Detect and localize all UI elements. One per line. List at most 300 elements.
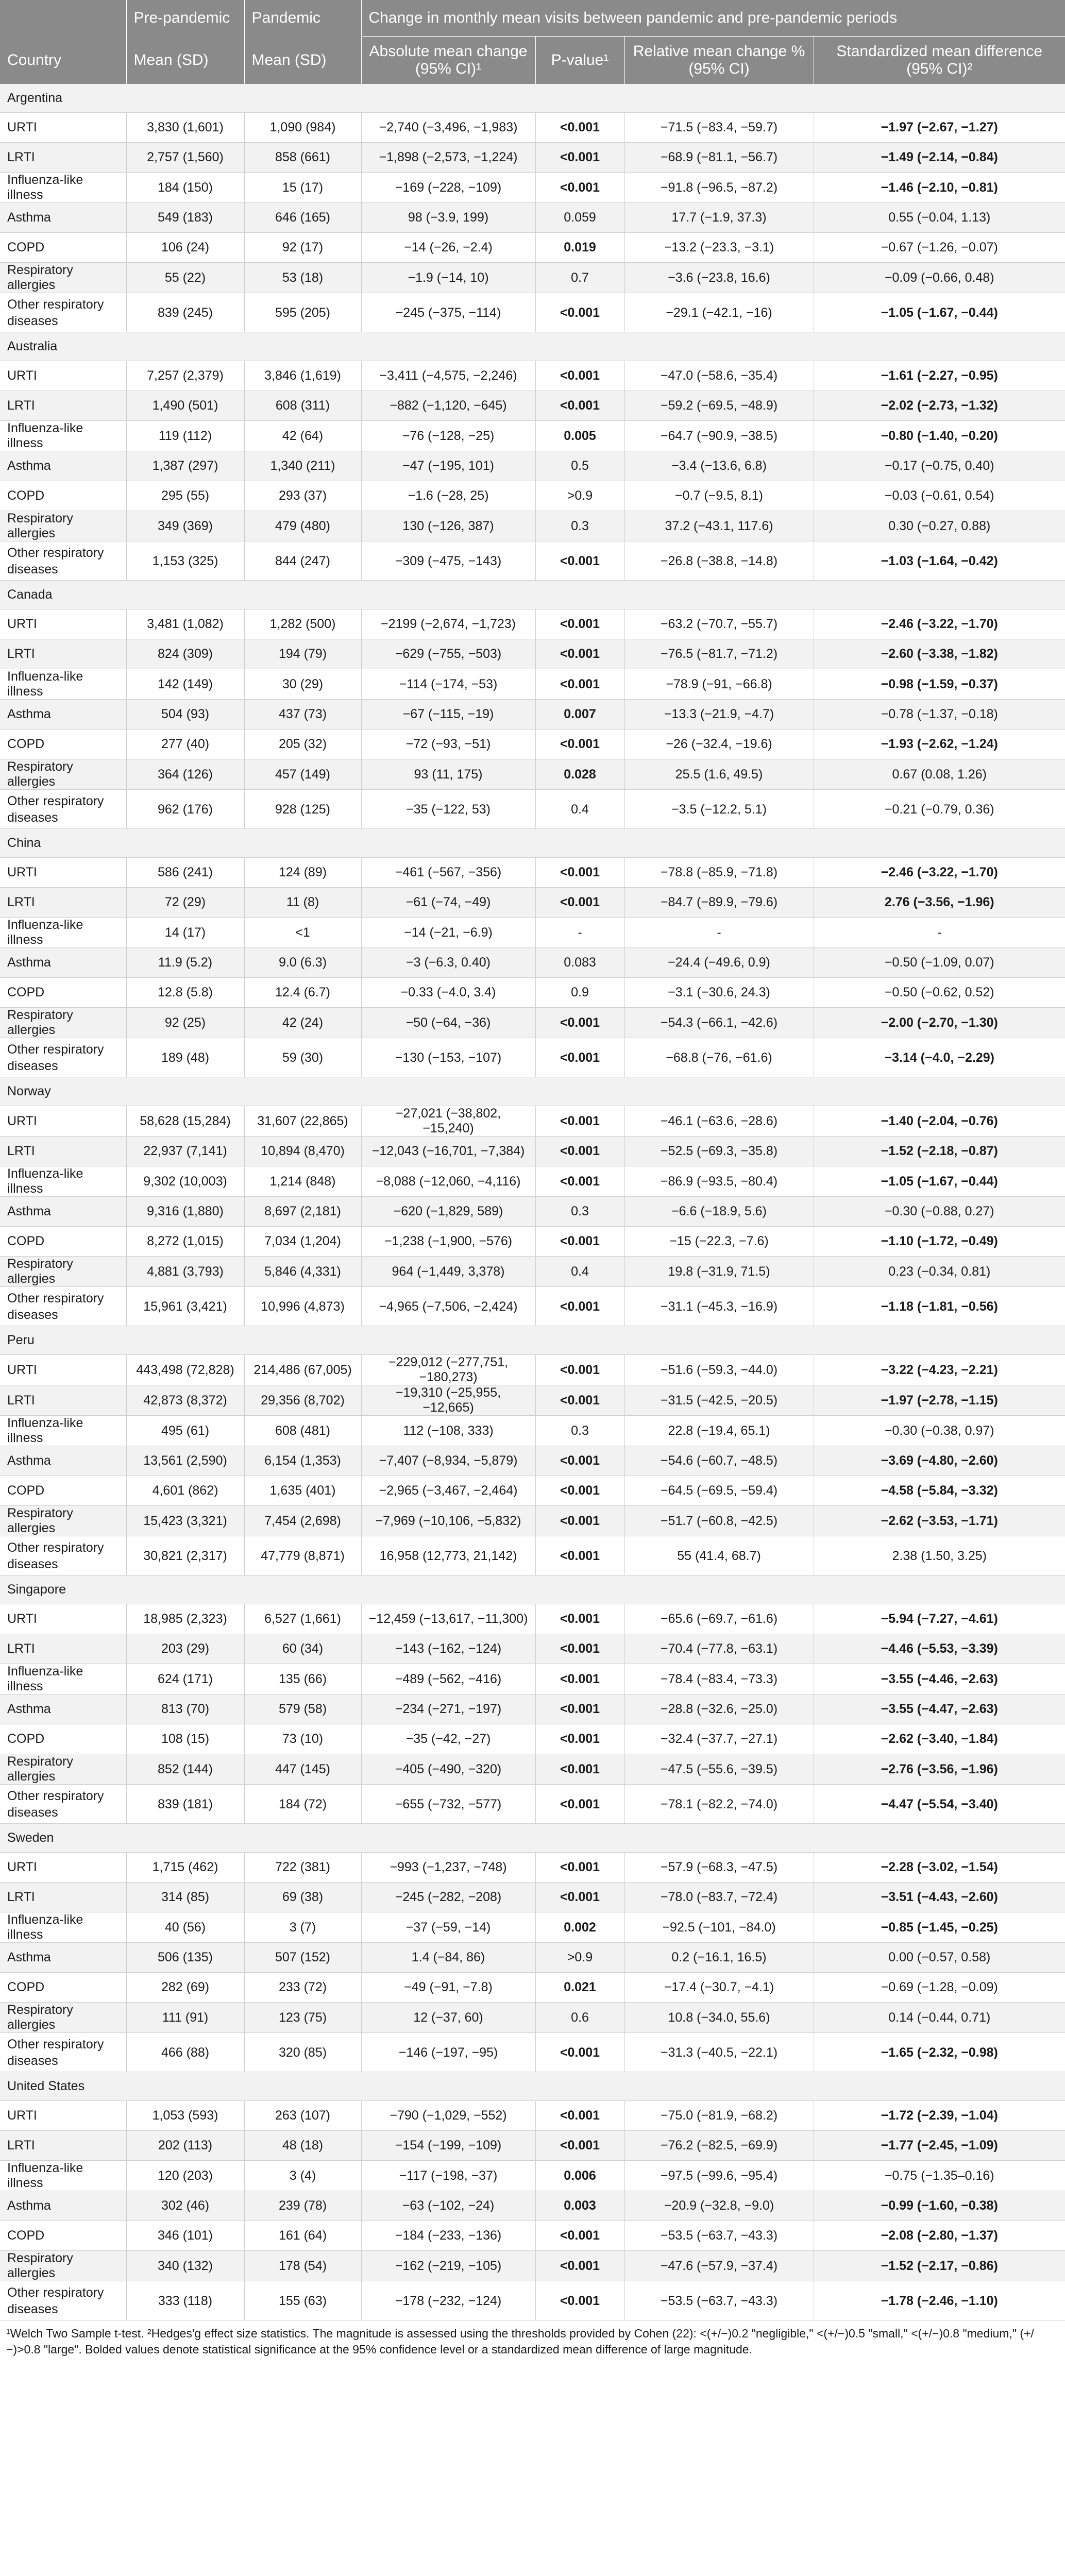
pre-pandemic-mean: 7,257 (2,379) <box>126 361 244 391</box>
table-row <box>0 1883 1065 1912</box>
table-row <box>0 143 1065 173</box>
absolute-change: −35 (−42, −27) <box>361 1724 535 1754</box>
relative-change: 10.8 (−34.0, 55.6) <box>624 2003 814 2033</box>
relative-change: −64.7 (−90.9, −38.5) <box>624 421 814 451</box>
pandemic-mean: 10,894 (8,470) <box>244 1137 361 1166</box>
table-row <box>0 1785 1065 1824</box>
absolute-change: −234 (−271, −197) <box>361 1694 535 1724</box>
p-value: <0.001 <box>535 1106 624 1137</box>
pre-pandemic-mean: 203 (29) <box>126 1634 244 1664</box>
condition-label: Asthma <box>0 1197 126 1227</box>
absolute-change: −7,407 (−8,934, −5,879) <box>361 1446 535 1476</box>
relative-change: 55 (41.4, 68.7) <box>624 1536 814 1575</box>
pre-pandemic-mean: 1,715 (462) <box>126 1853 244 1883</box>
pandemic-mean: 155 (63) <box>244 2281 361 2320</box>
absolute-change: −0.33 (−4.0, 3.4) <box>361 978 535 1008</box>
p-value: <0.001 <box>535 1536 624 1575</box>
country-name: Norway <box>0 1077 1065 1106</box>
pandemic-mean: 3 (4) <box>244 2161 361 2191</box>
p-value: 0.006 <box>535 2161 624 2191</box>
standardized-mean-difference: −0.67 (−1.26, −0.07) <box>814 233 1065 263</box>
condition-label: Asthma <box>0 2191 126 2221</box>
relative-change: −97.5 (−99.6, −95.4) <box>624 2161 814 2191</box>
p-value: <0.001 <box>535 888 624 918</box>
standardized-mean-difference: −1.97 (−2.67, −1.27) <box>814 113 1065 143</box>
pandemic-mean: 646 (165) <box>244 203 361 233</box>
pandemic-mean: 320 (85) <box>244 2033 361 2072</box>
p-value: <0.001 <box>535 1287 624 1326</box>
condition-label: Other respiratory diseases <box>0 1038 126 1077</box>
pre-pandemic-mean: 277 (40) <box>126 730 244 759</box>
pandemic-mean: 3 (7) <box>244 1912 361 1943</box>
standardized-mean-difference: −0.80 (−1.40, −0.20) <box>814 421 1065 451</box>
standardized-mean-difference: −2.60 (−3.38, −1.82) <box>814 639 1065 669</box>
absolute-change: −405 (−490, −320) <box>361 1754 535 1785</box>
pandemic-mean: 11 (8) <box>244 888 361 918</box>
absolute-change: −146 (−197, −95) <box>361 2033 535 2072</box>
standardized-mean-difference: −2.46 (−3.22, −1.70) <box>814 858 1065 888</box>
country-name: Peru <box>0 1326 1065 1355</box>
relative-change: −26.8 (−38.8, −14.8) <box>624 541 814 581</box>
pandemic-mean: 5,846 (4,331) <box>244 1257 361 1287</box>
condition-label: Influenza-like illness <box>0 1416 126 1446</box>
pre-pandemic-mean: 18,985 (2,323) <box>126 1604 244 1634</box>
relative-change: −76.5 (−81.7, −71.2) <box>624 639 814 669</box>
p-value: <0.001 <box>535 361 624 391</box>
relative-change: −54.3 (−66.1, −42.6) <box>624 1008 814 1038</box>
condition-label: Influenza-like illness <box>0 918 126 948</box>
relative-change: −13.2 (−23.3, −3.1) <box>624 233 814 263</box>
pre-pandemic-mean: 9,316 (1,880) <box>126 1197 244 1227</box>
p-value: <0.001 <box>535 1506 624 1536</box>
p-value: <0.001 <box>535 293 624 332</box>
standardized-mean-difference: 0.23 (−0.34, 0.81) <box>814 1257 1065 1287</box>
pre-pandemic-mean: 506 (135) <box>126 1943 244 1973</box>
pandemic-mean: 123 (75) <box>244 2003 361 2033</box>
table-row <box>0 1724 1065 1754</box>
p-value: <0.001 <box>535 1227 624 1257</box>
pandemic-mean: 92 (17) <box>244 233 361 263</box>
condition-label: Influenza-like illness <box>0 1912 126 1943</box>
absolute-change: −14 (−21, −6.9) <box>361 918 535 948</box>
relative-change: −78.4 (−83.4, −73.3) <box>624 1664 814 1694</box>
condition-label: Other respiratory diseases <box>0 1536 126 1575</box>
country-row <box>0 581 1065 609</box>
absolute-change: −3 (−6.3, 0.40) <box>361 948 535 978</box>
absolute-change: −1.9 (−14, 10) <box>361 263 535 293</box>
header-smd: Standardized mean difference (95% CI)² <box>814 37 1065 84</box>
table-row <box>0 421 1065 451</box>
condition-label: LRTI <box>0 391 126 421</box>
condition-label: Respiratory allergies <box>0 1754 126 1785</box>
relative-change: −86.9 (−93.5, −80.4) <box>624 1166 814 1197</box>
standardized-mean-difference: −0.03 (−0.61, 0.54) <box>814 481 1065 511</box>
standardized-mean-difference: 2.38 (1.50, 3.25) <box>814 1536 1065 1575</box>
condition-label: Asthma <box>0 451 126 481</box>
p-value: >0.9 <box>535 481 624 511</box>
pandemic-mean: 293 (37) <box>244 481 361 511</box>
table-row <box>0 978 1065 1008</box>
header-pre-pandemic: Pre-pandemic <box>126 0 244 37</box>
pandemic-mean: 29,356 (8,702) <box>244 1385 361 1416</box>
p-value: <0.001 <box>535 1883 624 1912</box>
table-row <box>0 1973 1065 2003</box>
pre-pandemic-mean: 111 (91) <box>126 2003 244 2033</box>
standardized-mean-difference: −1.05 (−1.67, −0.44) <box>814 293 1065 332</box>
p-value: 0.3 <box>535 1197 624 1227</box>
relative-change: −76.2 (−82.5, −69.9) <box>624 2131 814 2161</box>
pandemic-mean: 30 (29) <box>244 669 361 700</box>
pre-pandemic-mean: 15,423 (3,321) <box>126 1506 244 1536</box>
standardized-mean-difference: −3.55 (−4.47, −2.63) <box>814 1694 1065 1724</box>
p-value: 0.5 <box>535 451 624 481</box>
condition-label: Asthma <box>0 948 126 978</box>
standardized-mean-difference: −0.30 (−0.38, 0.97) <box>814 1416 1065 1446</box>
pandemic-mean: 595 (205) <box>244 293 361 332</box>
table-row <box>0 1287 1065 1326</box>
p-value: 0.028 <box>535 759 624 790</box>
relative-change: −75.0 (−81.9, −68.2) <box>624 2101 814 2131</box>
relative-change: −31.1 (−45.3, −16.9) <box>624 1287 814 1326</box>
pandemic-mean: 1,340 (211) <box>244 451 361 481</box>
condition-label: Respiratory allergies <box>0 1506 126 1536</box>
table-row <box>0 790 1065 829</box>
condition-label: LRTI <box>0 1385 126 1416</box>
pandemic-mean: 844 (247) <box>244 541 361 581</box>
table-row <box>0 1166 1065 1197</box>
standardized-mean-difference: −0.99 (−1.60, −0.38) <box>814 2191 1065 2221</box>
country-name: China <box>0 829 1065 858</box>
table-row <box>0 669 1065 700</box>
relative-change: −92.5 (−101, −84.0) <box>624 1912 814 1943</box>
p-value: 0.083 <box>535 948 624 978</box>
relative-change: −15 (−22.3, −7.6) <box>624 1227 814 1257</box>
standardized-mean-difference: −1.40 (−2.04, −0.76) <box>814 1106 1065 1137</box>
table-row <box>0 730 1065 759</box>
pandemic-mean: 124 (89) <box>244 858 361 888</box>
relative-change: −78.1 (−82.2, −74.0) <box>624 1785 814 1824</box>
condition-label: URTI <box>0 609 126 639</box>
standardized-mean-difference: −1.65 (−2.32, −0.98) <box>814 2033 1065 2072</box>
pandemic-mean: 31,607 (22,865) <box>244 1106 361 1137</box>
pre-pandemic-mean: 813 (70) <box>126 1694 244 1724</box>
p-value: <0.001 <box>535 1137 624 1166</box>
table-row <box>0 918 1065 948</box>
p-value: 0.6 <box>535 2003 624 2033</box>
table-row <box>0 1137 1065 1166</box>
relative-change: −91.8 (−96.5, −87.2) <box>624 173 814 203</box>
pandemic-mean: 3,846 (1,619) <box>244 361 361 391</box>
absolute-change: −993 (−1,237, −748) <box>361 1853 535 1883</box>
relative-change: - <box>624 918 814 948</box>
condition-label: Influenza-like illness <box>0 2161 126 2191</box>
pre-pandemic-mean: 346 (101) <box>126 2221 244 2251</box>
standardized-mean-difference: −2.28 (−3.02, −1.54) <box>814 1853 1065 1883</box>
table-row <box>0 1634 1065 1664</box>
standardized-mean-difference: −1.93 (−2.62, −1.24) <box>814 730 1065 759</box>
p-value: <0.001 <box>535 639 624 669</box>
condition-label: COPD <box>0 730 126 759</box>
standardized-mean-difference: 0.67 (0.08, 1.26) <box>814 759 1065 790</box>
pre-pandemic-mean: 202 (113) <box>126 2131 244 2161</box>
pre-pandemic-mean: 120 (203) <box>126 2161 244 2191</box>
pandemic-mean: 73 (10) <box>244 1724 361 1754</box>
relative-change: −47.6 (−57.9, −37.4) <box>624 2251 814 2281</box>
absolute-change: −229,012 (−277,751, −180,273) <box>361 1355 535 1385</box>
pandemic-mean: 233 (72) <box>244 1973 361 2003</box>
pre-pandemic-mean: 549 (183) <box>126 203 244 233</box>
p-value: <0.001 <box>535 1754 624 1785</box>
pandemic-mean: 1,635 (401) <box>244 1476 361 1506</box>
table-row <box>0 361 1065 391</box>
standardized-mean-difference: 2.76 (−3.56, −1.96) <box>814 888 1065 918</box>
condition-label: LRTI <box>0 1634 126 1664</box>
condition-label: Respiratory allergies <box>0 1008 126 1038</box>
pandemic-mean: 7,454 (2,698) <box>244 1506 361 1536</box>
absolute-change: −184 (−233, −136) <box>361 2221 535 2251</box>
table-row <box>0 1664 1065 1694</box>
condition-label: Respiratory allergies <box>0 2003 126 2033</box>
pandemic-mean: 1,214 (848) <box>244 1166 361 1197</box>
absolute-change: −19,310 (−25,955, −12,665) <box>361 1385 535 1416</box>
standardized-mean-difference: −1.49 (−2.14, −0.84) <box>814 143 1065 173</box>
pre-pandemic-mean: 824 (309) <box>126 639 244 669</box>
pandemic-mean: 10,996 (4,873) <box>244 1287 361 1326</box>
absolute-change: −35 (−122, 53) <box>361 790 535 829</box>
condition-label: Asthma <box>0 203 126 233</box>
condition-label: URTI <box>0 1853 126 1883</box>
absolute-change: −117 (−198, −37) <box>361 2161 535 2191</box>
table-row <box>0 1106 1065 1137</box>
condition-label: Respiratory allergies <box>0 759 126 790</box>
pandemic-mean: 608 (481) <box>244 1416 361 1446</box>
pandemic-mean: 42 (64) <box>244 421 361 451</box>
condition-label: URTI <box>0 113 126 143</box>
p-value: <0.001 <box>535 1166 624 1197</box>
relative-change: −68.9 (−81.1, −56.7) <box>624 143 814 173</box>
pre-pandemic-mean: 443,498 (72,828) <box>126 1355 244 1385</box>
condition-label: LRTI <box>0 639 126 669</box>
table-row <box>0 451 1065 481</box>
condition-label: COPD <box>0 1476 126 1506</box>
pandemic-mean: 858 (661) <box>244 143 361 173</box>
relative-change: −17.4 (−30.7, −4.1) <box>624 1973 814 2003</box>
table-row <box>0 1227 1065 1257</box>
standardized-mean-difference: −4.46 (−5.53, −3.39) <box>814 1634 1065 1664</box>
p-value: <0.001 <box>535 2251 624 2281</box>
p-value: <0.001 <box>535 113 624 143</box>
relative-change: −13.3 (−21.9, −4.7) <box>624 700 814 730</box>
p-value: 0.4 <box>535 1257 624 1287</box>
absolute-change: 130 (−126, 387) <box>361 511 535 541</box>
pandemic-mean: 457 (149) <box>244 759 361 790</box>
pre-pandemic-mean: 14 (17) <box>126 918 244 948</box>
table-row <box>0 2191 1065 2221</box>
relative-change: −20.9 (−32.8, −9.0) <box>624 2191 814 2221</box>
relative-change: −71.5 (−83.4, −59.7) <box>624 113 814 143</box>
condition-label: LRTI <box>0 2131 126 2161</box>
pre-pandemic-mean: 282 (69) <box>126 1973 244 2003</box>
p-value: <0.001 <box>535 609 624 639</box>
condition-label: Asthma <box>0 1694 126 1724</box>
pre-pandemic-mean: 30,821 (2,317) <box>126 1536 244 1575</box>
relative-change: −32.4 (−37.7, −27.1) <box>624 1724 814 1754</box>
pandemic-mean: 6,154 (1,353) <box>244 1446 361 1476</box>
p-value: <0.001 <box>535 1008 624 1038</box>
p-value: 0.059 <box>535 203 624 233</box>
relative-change: 17.7 (−1.9, 37.3) <box>624 203 814 233</box>
p-value: 0.7 <box>535 263 624 293</box>
absolute-change: −12,043 (−16,701, −7,384) <box>361 1137 535 1166</box>
country-row <box>0 1077 1065 1106</box>
absolute-change: −245 (−282, −208) <box>361 1883 535 1912</box>
p-value: <0.001 <box>535 1634 624 1664</box>
condition-label: COPD <box>0 2221 126 2251</box>
table-row <box>0 639 1065 669</box>
pre-pandemic-mean: 11.9 (5.2) <box>126 948 244 978</box>
condition-label: Other respiratory diseases <box>0 293 126 332</box>
absolute-change: −162 (−219, −105) <box>361 2251 535 2281</box>
pandemic-mean: 59 (30) <box>244 1038 361 1077</box>
table-row <box>0 541 1065 581</box>
table-row <box>0 1506 1065 1536</box>
p-value: 0.002 <box>535 1912 624 1943</box>
condition-label: Respiratory allergies <box>0 511 126 541</box>
condition-label: Other respiratory diseases <box>0 2033 126 2072</box>
table-row <box>0 2251 1065 2281</box>
header-pandemic: Pandemic <box>244 0 361 37</box>
pre-pandemic-mean: 3,830 (1,601) <box>126 113 244 143</box>
table-row <box>0 1416 1065 1446</box>
relative-change: −84.7 (−89.9, −79.6) <box>624 888 814 918</box>
absolute-change: −72 (−93, −51) <box>361 730 535 759</box>
pre-pandemic-mean: 349 (369) <box>126 511 244 541</box>
table-row <box>0 948 1065 978</box>
relative-change: −65.6 (−69.7, −61.6) <box>624 1604 814 1634</box>
relative-change: −57.9 (−68.3, −47.5) <box>624 1853 814 1883</box>
condition-label: Respiratory allergies <box>0 263 126 293</box>
pandemic-mean: 7,034 (1,204) <box>244 1227 361 1257</box>
absolute-change: −1.6 (−28, 25) <box>361 481 535 511</box>
relative-change: −31.5 (−42.5, −20.5) <box>624 1385 814 1416</box>
pre-pandemic-mean: 1,153 (325) <box>126 541 244 581</box>
standardized-mean-difference: −1.61 (−2.27, −0.95) <box>814 361 1065 391</box>
p-value: <0.001 <box>535 1724 624 1754</box>
relative-change: −28.8 (−32.6, −25.0) <box>624 1694 814 1724</box>
standardized-mean-difference: 0.14 (−0.44, 0.71) <box>814 2003 1065 2033</box>
pandemic-mean: 479 (480) <box>244 511 361 541</box>
pandemic-mean: 42 (24) <box>244 1008 361 1038</box>
header-pre-mean-sd: Mean (SD) <box>126 37 244 84</box>
p-value: 0.4 <box>535 790 624 829</box>
relative-change: −78.0 (−83.7, −72.4) <box>624 1883 814 1912</box>
standardized-mean-difference: −0.85 (−1.45, −0.25) <box>814 1912 1065 1943</box>
pre-pandemic-mean: 2,757 (1,560) <box>126 143 244 173</box>
header-change-group: Change in monthly mean visits between pandemic and pre-pandemic periods <box>361 0 1065 37</box>
absolute-change: −655 (−732, −577) <box>361 1785 535 1824</box>
pre-pandemic-mean: 108 (15) <box>126 1724 244 1754</box>
condition-label: LRTI <box>0 1883 126 1912</box>
relative-change: −47.5 (−55.6, −39.5) <box>624 1754 814 1785</box>
p-value: <0.001 <box>535 391 624 421</box>
standardized-mean-difference: −1.18 (−1.81, −0.56) <box>814 1287 1065 1326</box>
standardized-mean-difference: −4.58 (−5.84, −3.32) <box>814 1476 1065 1506</box>
standardized-mean-difference: −1.52 (−2.18, −0.87) <box>814 1137 1065 1166</box>
standardized-mean-difference: −0.30 (−0.88, 0.27) <box>814 1197 1065 1227</box>
standardized-mean-difference: −5.94 (−7.27, −4.61) <box>814 1604 1065 1634</box>
header-p-value: P-value¹ <box>535 37 624 84</box>
table-row <box>0 1604 1065 1634</box>
pre-pandemic-mean: 504 (93) <box>126 700 244 730</box>
table-row <box>0 1943 1065 1973</box>
pandemic-mean: 928 (125) <box>244 790 361 829</box>
standardized-mean-difference: −0.17 (−0.75, 0.40) <box>814 451 1065 481</box>
p-value: <0.001 <box>535 1476 624 1506</box>
pre-pandemic-mean: 340 (132) <box>126 2251 244 2281</box>
table-row <box>0 203 1065 233</box>
condition-label: Influenza-like illness <box>0 669 126 700</box>
pre-pandemic-mean: 184 (150) <box>126 173 244 203</box>
table-row <box>0 391 1065 421</box>
relative-change: −78.8 (−85.9, −71.8) <box>624 858 814 888</box>
country-row <box>0 1326 1065 1355</box>
pre-pandemic-mean: 8,272 (1,015) <box>126 1227 244 1257</box>
table-row <box>0 2033 1065 2072</box>
p-value: <0.001 <box>535 1038 624 1077</box>
absolute-change: −4,965 (−7,506, −2,424) <box>361 1287 535 1326</box>
relative-change: −68.8 (−76, −61.6) <box>624 1038 814 1077</box>
standardized-mean-difference: −1.46 (−2.10, −0.81) <box>814 173 1065 203</box>
pandemic-mean: 214,486 (67,005) <box>244 1355 361 1385</box>
header-absolute-change: Absolute mean change (95% CI)¹ <box>361 37 535 84</box>
table-row <box>0 1038 1065 1077</box>
pre-pandemic-mean: 302 (46) <box>126 2191 244 2221</box>
country-name: Australia <box>0 332 1065 361</box>
relative-change: 0.2 (−16.1, 16.5) <box>624 1943 814 1973</box>
absolute-change: −63 (−102, −24) <box>361 2191 535 2221</box>
p-value: 0.9 <box>535 978 624 1008</box>
absolute-change: −178 (−232, −124) <box>361 2281 535 2320</box>
condition-label: URTI <box>0 2101 126 2131</box>
relative-change: −59.2 (−69.5, −48.9) <box>624 391 814 421</box>
absolute-change: 964 (−1,449, 3,378) <box>361 1257 535 1287</box>
p-value: 0.021 <box>535 1973 624 2003</box>
condition-label: LRTI <box>0 143 126 173</box>
relative-change: −6.6 (−18.9, 5.6) <box>624 1197 814 1227</box>
absolute-change: −37 (−59, −14) <box>361 1912 535 1943</box>
table-row <box>0 1257 1065 1287</box>
table-row <box>0 1853 1065 1883</box>
pre-pandemic-mean: 333 (118) <box>126 2281 244 2320</box>
p-value: <0.001 <box>535 2281 624 2320</box>
table-footnote: ¹Welch Two Sample t-test. ²Hedges'g effect size statistics. The magnitude is assessed using the thresholds provided by Cohen (22): <(+/−)0.2 "negligible," <(+/−)0.5 "small," <(+/−)0.8 "medium," (+/−)>0.8 "large". Bolded values denote statistical significance at the 95% confidence level or a standardized mean difference of large magnitude. <box>6 2327 1034 2356</box>
standardized-mean-difference: −2.76 (−3.56, −1.96) <box>814 1754 1065 1785</box>
table-row <box>0 1754 1065 1785</box>
standardized-mean-difference: −2.00 (−2.70, −1.30) <box>814 1008 1065 1038</box>
pre-pandemic-mean: 9,302 (10,003) <box>126 1166 244 1197</box>
standardized-mean-difference: 0.55 (−0.04, 1.13) <box>814 203 1065 233</box>
table-row <box>0 1385 1065 1416</box>
absolute-change: −8,088 (−12,060, −4,116) <box>361 1166 535 1197</box>
table-row <box>0 759 1065 790</box>
relative-change: −51.6 (−59.3, −44.0) <box>624 1355 814 1385</box>
absolute-change: −47 (−195, 101) <box>361 451 535 481</box>
condition-label: Other respiratory diseases <box>0 1785 126 1824</box>
standardized-mean-difference: −2.62 (−3.53, −1.71) <box>814 1506 1065 1536</box>
pre-pandemic-mean: 15,961 (3,421) <box>126 1287 244 1326</box>
pre-pandemic-mean: 13,561 (2,590) <box>126 1446 244 1476</box>
relative-change: −3.1 (−30.6, 24.3) <box>624 978 814 1008</box>
